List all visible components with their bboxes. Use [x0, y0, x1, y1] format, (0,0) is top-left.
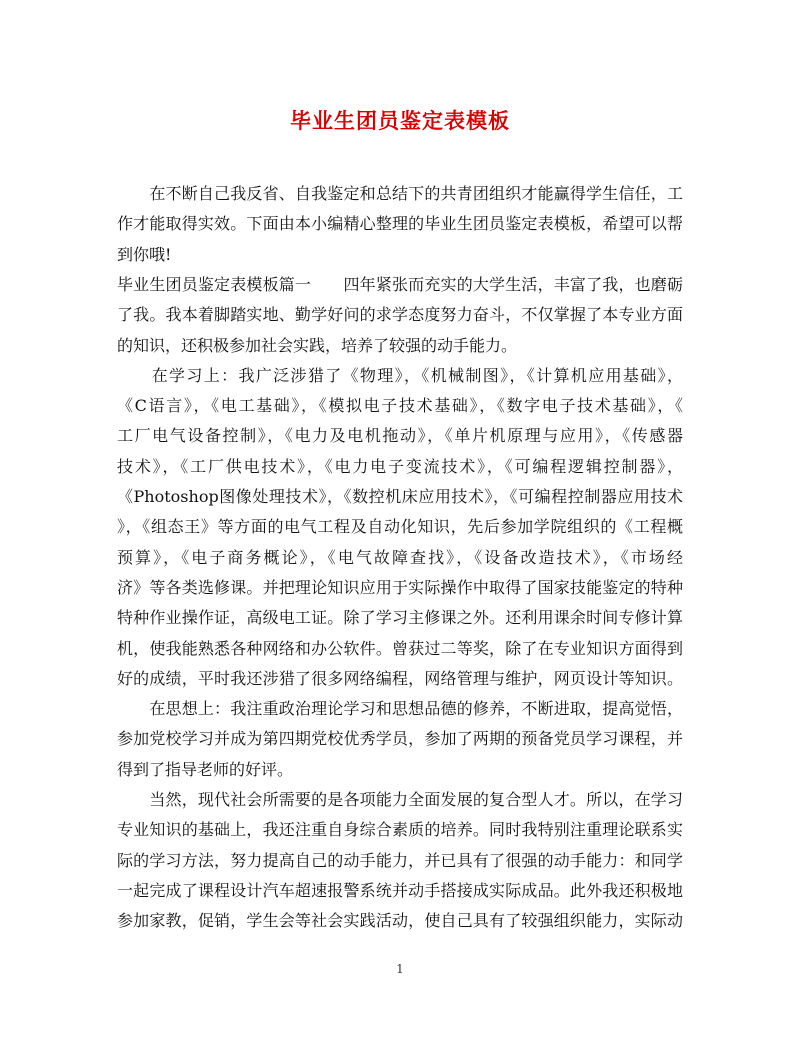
paragraph-line: 际的学习方法，努力提高自己的动手能力，并已具有了很强的动手能力：和同学 [117, 850, 683, 870]
paragraph-line: 在学习上：我广泛涉猎了《物理》，《机械制图》，《计算机应用基础》， [117, 365, 683, 385]
document-title: 毕业生团员鉴定表模板 [290, 108, 510, 133]
paragraph-line: 《Photoshop图像处理技术》，《数控机床应用技术》，《可编程控制器应用技术 [117, 487, 683, 506]
paragraph-line: 毕业生团员鉴定表模板篇一 四年紧张而充实的大学生活，丰富了我，也磨砺 [117, 274, 683, 294]
paragraph-line: 在不断自己我反省、自我鉴定和总结下的共青团组织才能赢得学生信任，工 [117, 184, 683, 203]
paragraph-line: 工厂电气设备控制》，《电力及电机拖动》，《单片机原理与应用》，《传感器 [117, 426, 683, 446]
paragraph-line: 得到了指导老师的好评。 [117, 759, 294, 779]
paragraph-line: 当然，现代社会所需要的是各项能力全面发展的复合型人才。所以，在学习 [117, 790, 683, 809]
paragraph-line: 了我。我本着脚踏实地、勤学好问的求学态度努力奋斗，不仅掌握了本专业方面 [117, 305, 683, 325]
paragraph-line: 的知识，还积极参加社会实践，培养了较强的动手能力。 [117, 335, 518, 355]
paragraph-line: 《C语言》，《电工基础》，《模拟电子技术基础》，《数字电子技术基础》，《 [117, 396, 683, 416]
page-number: 1 [396, 962, 404, 976]
paragraph-line: 专业知识的基础上，我还注重自身综合素质的培养。同时我特别注重理论联系实 [117, 820, 683, 840]
paragraph-line: 》，《组态王》等方面的电气工程及自动化知识，先后参加学院组织的《工程概 [117, 517, 683, 537]
paragraph-line: 一起完成了课程设计汽车超速报警系统并动手搭接成实际成品。此外我还积极地 [117, 880, 683, 900]
paragraph-line: 参加家教，促销，学生会等社会实践活动，使自己具有了较强组织能力，实际动 [117, 911, 683, 931]
paragraph-line: 参加党校学习并成为第四期党校优秀学员，参加了两期的预备党员学习课程，并 [117, 729, 683, 749]
paragraph-line: 预算》，《电子商务概论》，《电气故障查找》，《设备改造技术》，《市场经 [117, 547, 683, 567]
paragraph-line: 机，使我能熟悉各种网络和办公软件。曾获过二等奖，除了在专业知识方面得到 [117, 638, 683, 658]
paragraph-line: 在思想上：我注重政治理论学习和思想品德的修养，不断进取，提高觉悟， [117, 699, 683, 719]
paragraph-line: 好的成绩，平时我还涉猎了很多网络编程，网络管理与维护，网页设计等知识。 [117, 668, 683, 688]
paragraph-line: 特种作业操作证，高级电工证。除了学习主修课之外。还利用课余时间专修计算 [117, 608, 683, 628]
paragraph-line: 济》等各类选修课。并把理论知识应用于实际操作中取得了国家技能鉴定的特种 [117, 577, 683, 597]
paragraph-line: 作才能取得实效。下面由本小编精心整理的毕业生团员鉴定表模板，希望可以帮 [117, 214, 683, 234]
paragraph-line: 到你哦! [117, 244, 172, 264]
paragraph-line: 技术》，《工厂供电技术》，《电力电子变流技术》，《可编程逻辑控制器》， [117, 456, 683, 476]
